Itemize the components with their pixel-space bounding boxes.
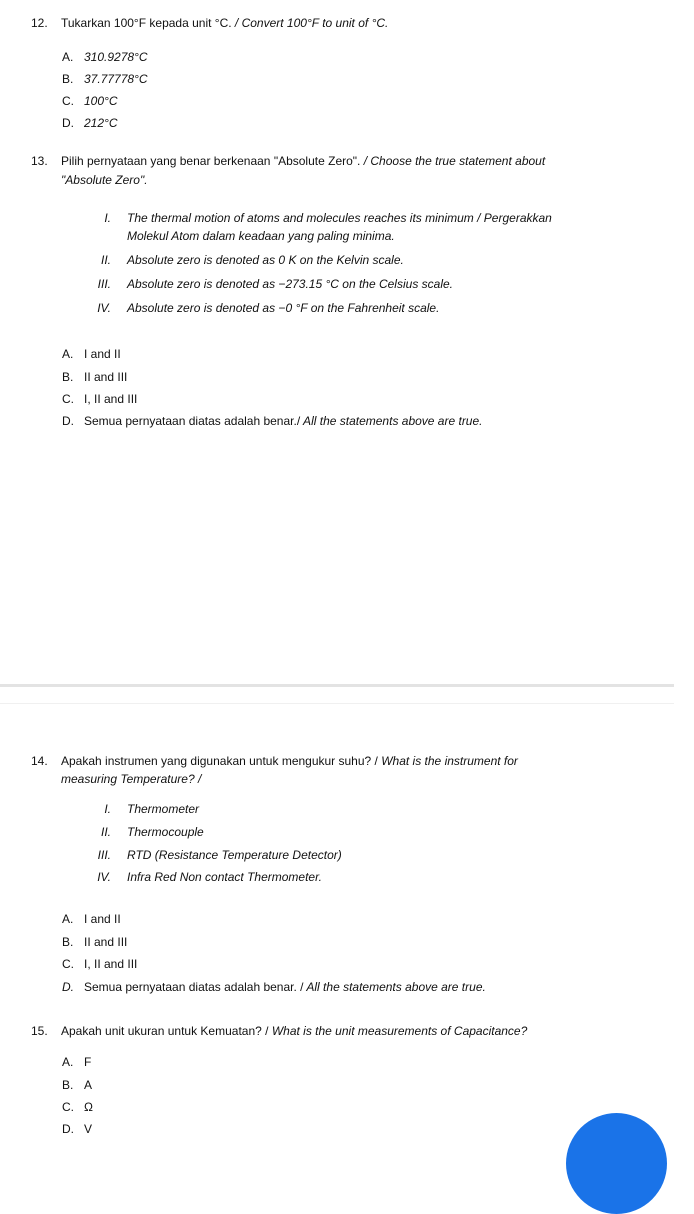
question-text: Apakah instrumen yang digunakan untuk mengukur suhu? / What is the instrument for (61, 754, 518, 768)
floating-action-button[interactable] (566, 1113, 667, 1214)
question-text: Apakah unit ukuran untuk Kemuatan? / What is the unit measurements of Capacitance? (61, 1024, 528, 1038)
question-number: 12. (31, 16, 48, 30)
question-number: 15. (31, 1024, 48, 1038)
question-text: Pilih pernyataan yang benar berkenaan "Absolute Zero". / Choose the true statement about (61, 154, 546, 168)
question-text: Tukarkan 100°F kepada unit °C. / Convert 100°F to unit of °C. (61, 16, 389, 30)
question-text-cont: "Absolute Zero". (61, 173, 148, 187)
question-number: 13. (31, 154, 48, 168)
question-number: 14. (31, 754, 48, 768)
question-text-cont: measuring Temperature? / (61, 772, 202, 786)
